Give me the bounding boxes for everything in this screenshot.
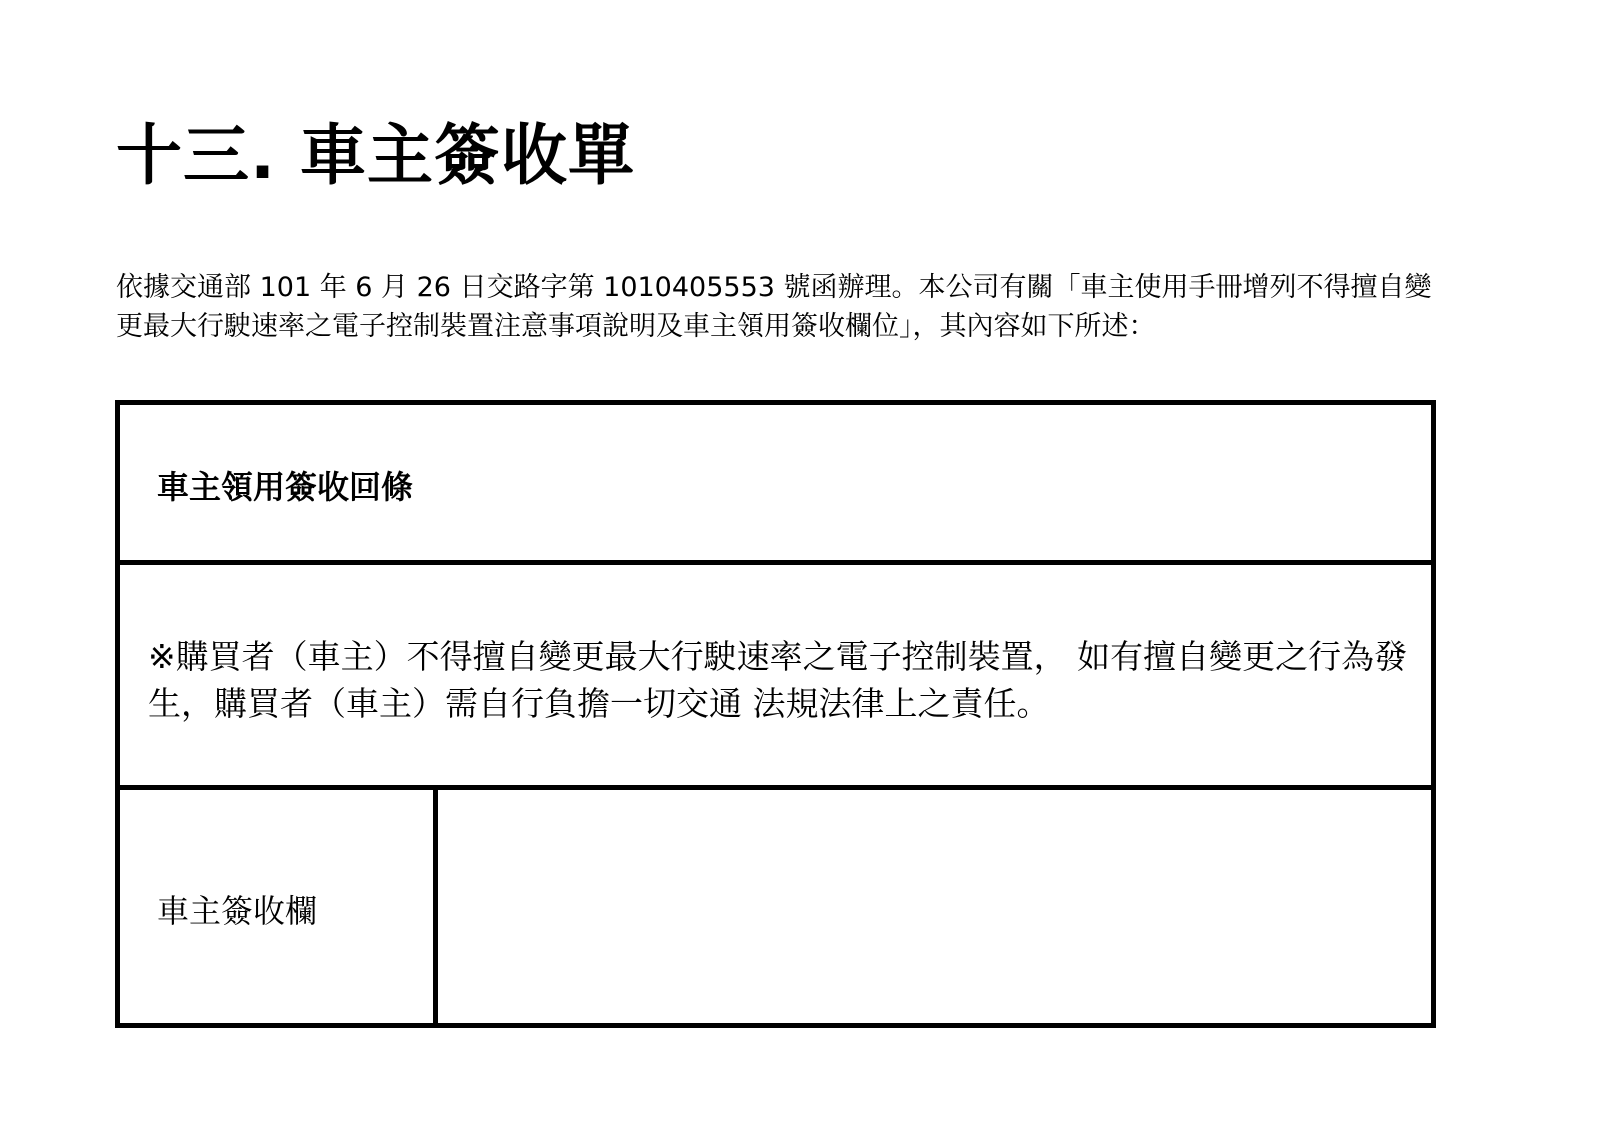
signature-field[interactable] (438, 790, 1431, 1023)
signature-row (120, 790, 1431, 1023)
intro-paragraph: 依據交通部 101 年 6 月 26 日交路字第 1010405553 號函辦理。本公司有關「車主使用手冊增列不得擅自變更最大行駛速率之電子控制裝置注意事項說明及車主領用簽收欄位」，其內容如下所述： (116, 272, 1432, 342)
notice-row (120, 565, 1431, 790)
signature-label: 車主簽收欄 (157, 892, 318, 930)
signature-label-cell (120, 790, 438, 1023)
form-header-row (120, 405, 1431, 565)
receipt-form-table (115, 400, 1436, 1028)
notice-text: ※購買者（車主）不得擅自變更最大行駛速率之電子控制裝置， 如有擅自變更之行為發生，購買者（車主）需自行負擔一切交通 法規法律上之責任。 (148, 637, 1408, 723)
form-header-label: 車主領用簽收回條 (157, 468, 414, 506)
page-title: 十三. 車主簽收單 (116, 117, 636, 194)
